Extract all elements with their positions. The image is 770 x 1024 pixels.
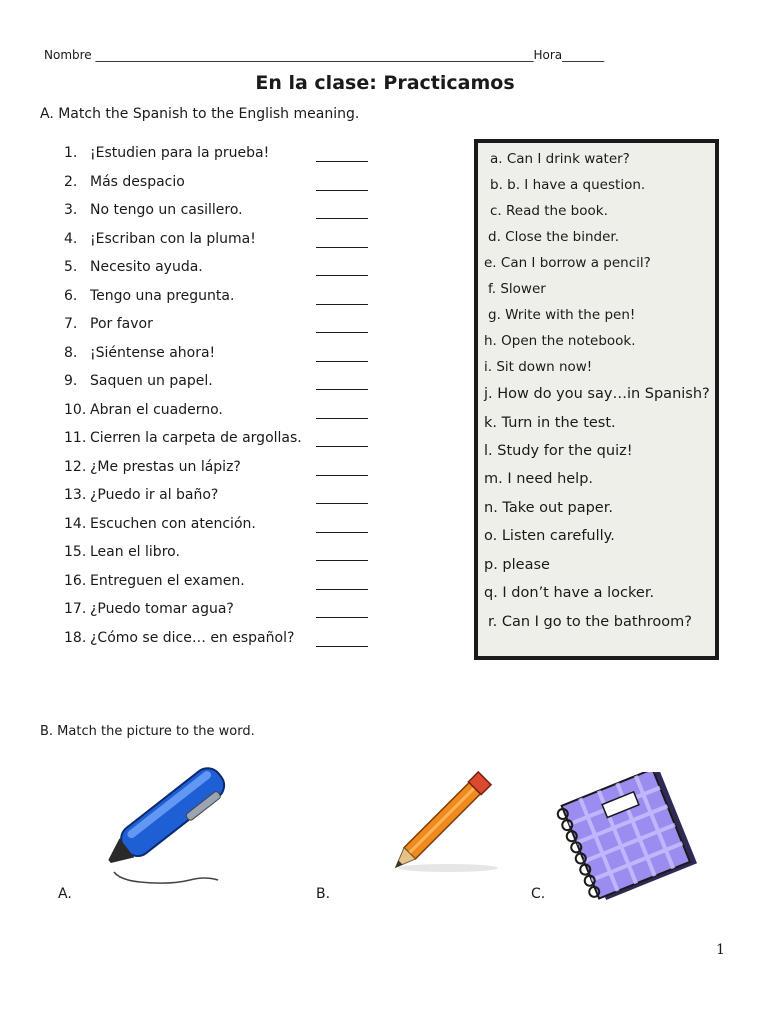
- answer-blank[interactable]: [316, 516, 368, 533]
- answer-blank[interactable]: [316, 174, 368, 191]
- question-item: [64, 145, 384, 174]
- answer-option: r. Can I go to the bathroom?: [488, 614, 692, 630]
- answer-option: d. Close the binder.: [488, 229, 620, 245]
- picture-label-c: C.: [531, 886, 546, 902]
- answer-blank[interactable]: [316, 373, 368, 390]
- question-text: Abran el cuaderno.: [90, 401, 223, 418]
- answer-option: h. Open the notebook.: [484, 333, 636, 349]
- question-number: 15.: [64, 544, 87, 560]
- question-text: ¿Puedo ir al baño?: [90, 487, 219, 503]
- question-number: 17.: [64, 601, 87, 617]
- answer-bank-box: [474, 139, 719, 660]
- answer-option: i. Sit down now!: [484, 359, 593, 375]
- pen-icon: [100, 752, 230, 892]
- answer-blank[interactable]: [316, 402, 368, 419]
- answer-option: m. I need help.: [484, 471, 594, 487]
- question-list: [64, 145, 384, 658]
- question-number: 4.: [64, 230, 78, 247]
- question-item: [64, 288, 384, 317]
- page-title: En la clase: Practicamos: [255, 72, 515, 94]
- question-text: Saquen un papel.: [90, 373, 213, 389]
- answer-option: j. How do you say…in Spanish?: [484, 386, 710, 402]
- question-text: Más despacio: [90, 173, 185, 190]
- answer-blank[interactable]: [316, 544, 368, 561]
- answer-blank[interactable]: [316, 288, 368, 305]
- answer-blank[interactable]: [316, 259, 368, 276]
- question-number: 6.: [64, 287, 78, 304]
- question-item: [64, 373, 384, 402]
- answer-option: b. b. I have a question.: [490, 177, 646, 193]
- answer-blank[interactable]: [316, 459, 368, 476]
- answer-blank[interactable]: [316, 145, 368, 162]
- answer-option: p. please: [484, 557, 550, 573]
- question-number: 12.: [64, 458, 87, 475]
- answer-option: q. I don’t have a locker.: [484, 585, 655, 601]
- question-number: 11.: [64, 430, 87, 446]
- answer-option: f. Slower: [488, 281, 546, 297]
- question-item: [64, 202, 384, 231]
- answer-blank[interactable]: [316, 231, 368, 248]
- question-text: ¿Cómo se dice… en español?: [90, 629, 295, 646]
- question-text: Necesito ayuda.: [90, 259, 203, 275]
- question-item: [64, 459, 384, 488]
- question-text: ¡Estudien para la prueba!: [90, 145, 270, 161]
- question-item: [64, 544, 384, 573]
- question-text: Tengo una pregunta.: [90, 287, 235, 304]
- question-item: [64, 573, 384, 602]
- question-item: [64, 345, 384, 374]
- question-text: Entreguen el examen.: [90, 572, 245, 589]
- answer-blank[interactable]: [316, 430, 368, 447]
- question-number: 5.: [64, 259, 78, 275]
- notebook-icon: [556, 772, 706, 900]
- question-number: 16.: [64, 572, 87, 589]
- question-text: ¡Escriban con la pluma!: [90, 230, 256, 247]
- name-hour-line: Nombre _________________________________________________________________________Hora_______: [44, 48, 605, 62]
- question-item: [64, 487, 384, 516]
- question-item: [64, 630, 384, 659]
- question-item: [64, 174, 384, 203]
- section-a-instructions: A. Match the Spanish to the English meaning.: [40, 106, 360, 122]
- question-item: [64, 430, 384, 459]
- answer-blank[interactable]: [316, 630, 368, 647]
- question-text: ¿Me prestas un lápiz?: [90, 458, 241, 475]
- question-number: 10.: [64, 401, 87, 418]
- answer-option: o. Listen carefully.: [484, 528, 615, 544]
- question-number: 14.: [64, 515, 87, 532]
- picture-label-a: A.: [58, 886, 72, 902]
- question-text: Escuchen con atención.: [90, 515, 256, 532]
- question-number: 2.: [64, 173, 78, 190]
- answer-blank[interactable]: [316, 202, 368, 219]
- question-text: No tengo un casillero.: [90, 202, 243, 218]
- question-item: [64, 516, 384, 545]
- answer-option: g. Write with the pen!: [488, 307, 636, 323]
- question-text: ¡Siéntense ahora!: [90, 344, 216, 361]
- question-text: Por favor: [90, 316, 153, 332]
- question-number: 1.: [64, 145, 78, 161]
- answer-option: e. Can I borrow a pencil?: [484, 255, 651, 271]
- question-text: Cierren la carpeta de argollas.: [90, 430, 302, 446]
- pencil-icon: [378, 770, 508, 880]
- question-number: 9.: [64, 373, 78, 389]
- question-number: 18.: [64, 629, 87, 646]
- question-item: [64, 259, 384, 288]
- question-text: Lean el libro.: [90, 544, 180, 560]
- question-number: 13.: [64, 487, 87, 503]
- answer-blank[interactable]: [316, 487, 368, 504]
- question-item: [64, 402, 384, 431]
- answer-option: k. Turn in the test.: [484, 415, 616, 431]
- question-number: 8.: [64, 344, 78, 361]
- question-item: [64, 316, 384, 345]
- question-item: [64, 601, 384, 630]
- answer-option: a. Can I drink water?: [490, 151, 630, 167]
- question-text: ¿Puedo tomar agua?: [90, 601, 234, 617]
- answer-option: l. Study for the quiz!: [484, 443, 633, 459]
- question-number: 3.: [64, 202, 78, 218]
- answer-blank[interactable]: [316, 316, 368, 333]
- picture-label-b: B.: [316, 886, 331, 902]
- question-number: 7.: [64, 316, 78, 332]
- answer-option: c. Read the book.: [490, 203, 608, 219]
- page-number: 1: [716, 942, 725, 958]
- answer-option: n. Take out paper.: [484, 500, 613, 516]
- answer-blank[interactable]: [316, 573, 368, 590]
- answer-blank[interactable]: [316, 601, 368, 618]
- answer-blank[interactable]: [316, 345, 368, 362]
- question-item: [64, 231, 384, 260]
- section-b-instructions: B. Match the picture to the word.: [40, 724, 255, 739]
